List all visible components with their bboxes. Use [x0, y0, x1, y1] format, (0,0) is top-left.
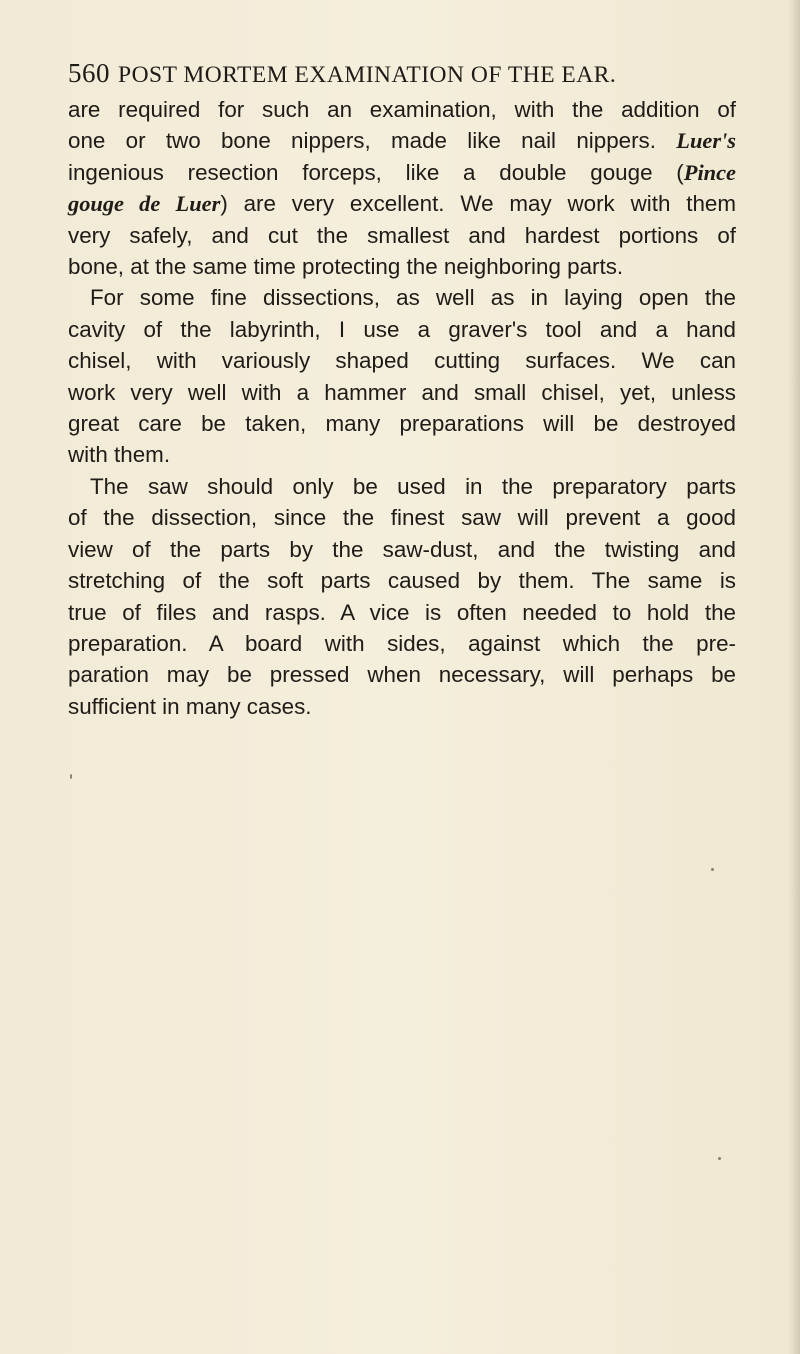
text-span: one or two bone nippers, made like nail nippers. — [68, 128, 656, 154]
paper-speck — [70, 774, 72, 779]
text-line: bone, at the same time protecting the neighboring parts. — [68, 254, 624, 280]
text-line: of the dissection, since the finest saw will prevent a good — [68, 505, 736, 531]
text-span: ingenious resection forceps, like a double gouge ( — [68, 159, 684, 185]
italic-text: Pince — [683, 159, 736, 185]
paragraph-2 — [68, 282, 736, 470]
text-line: paration may be pressed when necessary, will perhaps be — [68, 662, 736, 688]
running-title: POST MORTEM EXAMINATION OF THE EAR. — [118, 62, 617, 88]
paragraph-1 — [68, 94, 736, 282]
text-line: sufficient in many cases. — [68, 693, 312, 719]
italic-text: Luer's — [676, 128, 736, 154]
text-line: preparation. A board with sides, against which the pre- — [68, 630, 736, 656]
text-line: chisel, with variously shaped cutting surfaces. We can — [68, 348, 736, 374]
italic-text: gouge de Luer — [68, 191, 221, 217]
text-line: stretching of the soft parts caused by them. The same is — [68, 568, 736, 594]
paragraph-3 — [68, 471, 736, 722]
text-line — [68, 188, 736, 219]
text-line: true of files and rasps. A vice is often needed to hold the — [68, 599, 736, 625]
text-line: The saw should only be used in the preparatory parts — [90, 473, 736, 499]
text-line: cavity of the labyrinth, I use a graver's tool and a hand — [68, 316, 736, 342]
running-header — [68, 58, 728, 89]
page-edge-shadow — [788, 0, 800, 1354]
text-line: view of the parts by the saw-dust, and the twisting and — [68, 536, 736, 562]
page-body — [68, 94, 736, 722]
text-span: ) are very excellent. We may work with them — [220, 191, 737, 217]
text-line: great care be taken, many preparations will be destroyed — [68, 411, 736, 437]
text-line: are required for such an examination, with the addition of — [68, 97, 736, 122]
text-line: For some fine dissections, as well as in laying open the — [90, 285, 736, 311]
text-line: work very well with a hammer and small chisel, yet, unless — [68, 379, 736, 405]
page-number: 560 — [68, 58, 110, 88]
text-line — [68, 157, 736, 188]
text-line: very safely, and cut the smallest and hardest portions of — [68, 222, 736, 248]
paper-speck — [711, 868, 714, 871]
text-line: with them. — [68, 442, 171, 468]
paper-speck — [718, 1157, 721, 1160]
text-line — [68, 125, 736, 156]
